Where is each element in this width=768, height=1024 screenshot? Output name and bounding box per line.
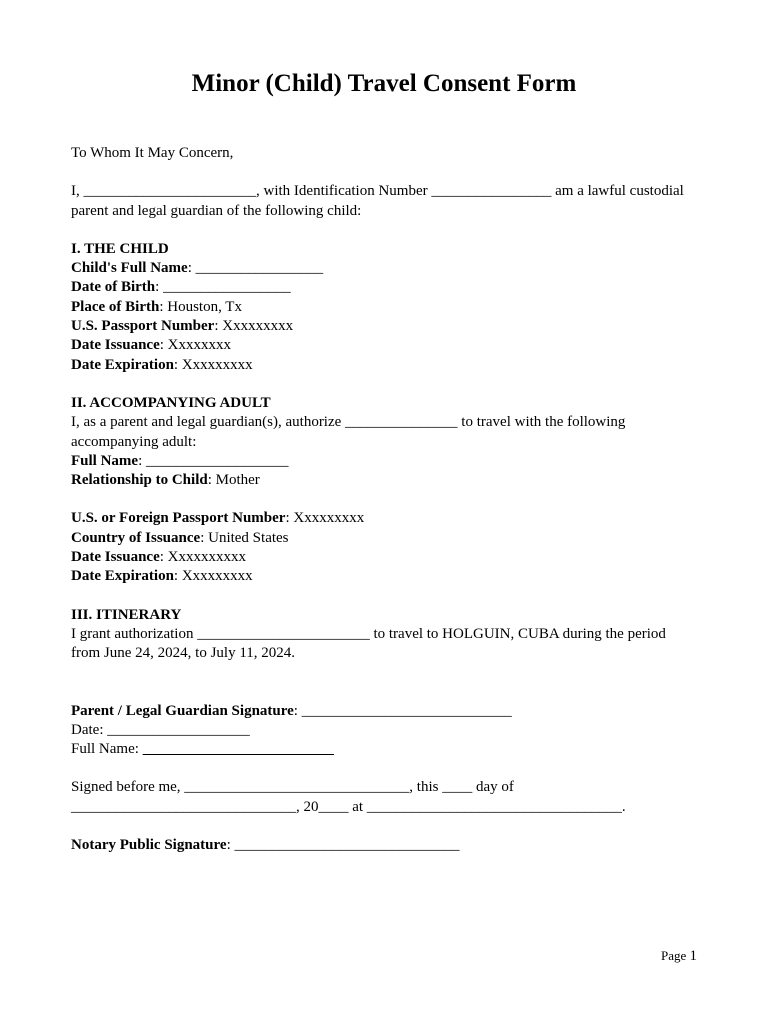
field-value [143, 741, 334, 757]
field-value: : ______________________________ [226, 837, 460, 854]
itinerary-line-2: from June 24, 2024, to July 11, 2024. [71, 645, 296, 662]
page-title: Minor (Child) Travel Consent Form [191, 70, 577, 97]
notary-line-1: Signed before me, ______________________________, this ____ day of [71, 779, 514, 796]
field-label: Parent / Legal Guardian Signature [71, 702, 294, 719]
child-issuance-row [71, 336, 701, 355]
adult-full-name-row [71, 452, 701, 471]
field-label: U.S. Passport Number [71, 318, 215, 335]
page-number-value: 1 [689, 948, 697, 964]
field-value: : ____________________________ [293, 702, 512, 719]
adult-passport-row [71, 509, 701, 528]
child-dob-row [71, 278, 701, 297]
field-value: : Xxxxxxxxx [285, 510, 365, 527]
notary-line-2: ______________________________, 20____ at __________________________________. [71, 798, 626, 815]
field-label: Date Expiration [71, 356, 174, 373]
child-expiration-row [71, 356, 701, 375]
intro-line-1: I, _______________________, with Identification Number ________________ am a lawful custodial [71, 183, 684, 200]
child-section [71, 240, 701, 375]
field-value: : Mother [207, 472, 260, 489]
adult-section [71, 394, 701, 587]
adult-relationship-row [71, 471, 701, 490]
field-value: : _________________ [187, 260, 324, 277]
child-heading: I. THE CHILD [71, 240, 169, 257]
signature-date-row: Date: ___________________ [71, 721, 250, 738]
field-value: : _________________ [155, 279, 291, 296]
field-value: : Xxxxxxxx [159, 337, 231, 354]
field-value: : Houston, Tx [159, 298, 242, 315]
field-value: : United States [200, 529, 289, 546]
field-label: Full Name [71, 452, 139, 469]
itinerary-section [71, 606, 701, 664]
field-label: Country of Issuance [71, 529, 201, 546]
signature-section [71, 702, 701, 760]
form-body [71, 144, 701, 855]
field-label: Relationship to Child [71, 472, 208, 489]
field-value: : Xxxxxxxxx [173, 568, 253, 585]
signature-full-name-row [71, 740, 701, 759]
field-value: : Xxxxxxxxxx [159, 549, 246, 566]
child-passport-row [71, 317, 701, 336]
adult-heading: II. ACCOMPANYING ADULT [71, 394, 271, 411]
field-label: Date Issuance [71, 549, 160, 566]
field-label: Place of Birth [71, 298, 160, 315]
field-label: U.S. or Foreign Passport Number [71, 510, 286, 527]
child-full-name-row [71, 259, 701, 278]
itinerary-line-1: I grant authorization _______________________ to travel to HOLGUIN, CUBA during the period [71, 625, 666, 642]
adult-country-row [71, 529, 701, 548]
adult-issuance-row [71, 548, 701, 567]
field-value: : Xxxxxxxxx [214, 318, 294, 335]
salutation: To Whom It May Concern, [71, 145, 234, 161]
itinerary-heading: III. ITINERARY [71, 606, 182, 623]
field-label: Full Name: [71, 741, 143, 758]
adult-line-1: I, as a parent and legal guardian(s), authorize _______________ to travel with the following [71, 414, 626, 431]
adult-line-2: accompanying adult: [71, 433, 197, 450]
notary-acknowledgement [71, 778, 701, 817]
page-label: Page [660, 948, 690, 963]
field-label: Date of Birth [71, 279, 156, 296]
field-value: : ___________________ [138, 452, 289, 469]
field-value: : Xxxxxxxxx [173, 356, 253, 373]
notary-signature-row [71, 836, 701, 855]
adult-expiration-row [71, 567, 701, 586]
page-number [661, 948, 697, 965]
guardian-signature-row [71, 702, 701, 721]
intro-line-2: parent and legal guardian of the following child: [71, 202, 362, 219]
field-label: Child's Full Name [71, 260, 188, 277]
field-label: Date Expiration [71, 568, 174, 585]
child-pob-row [71, 298, 701, 317]
field-label: Date Issuance [71, 337, 160, 354]
field-label: Notary Public Signature [71, 837, 227, 854]
